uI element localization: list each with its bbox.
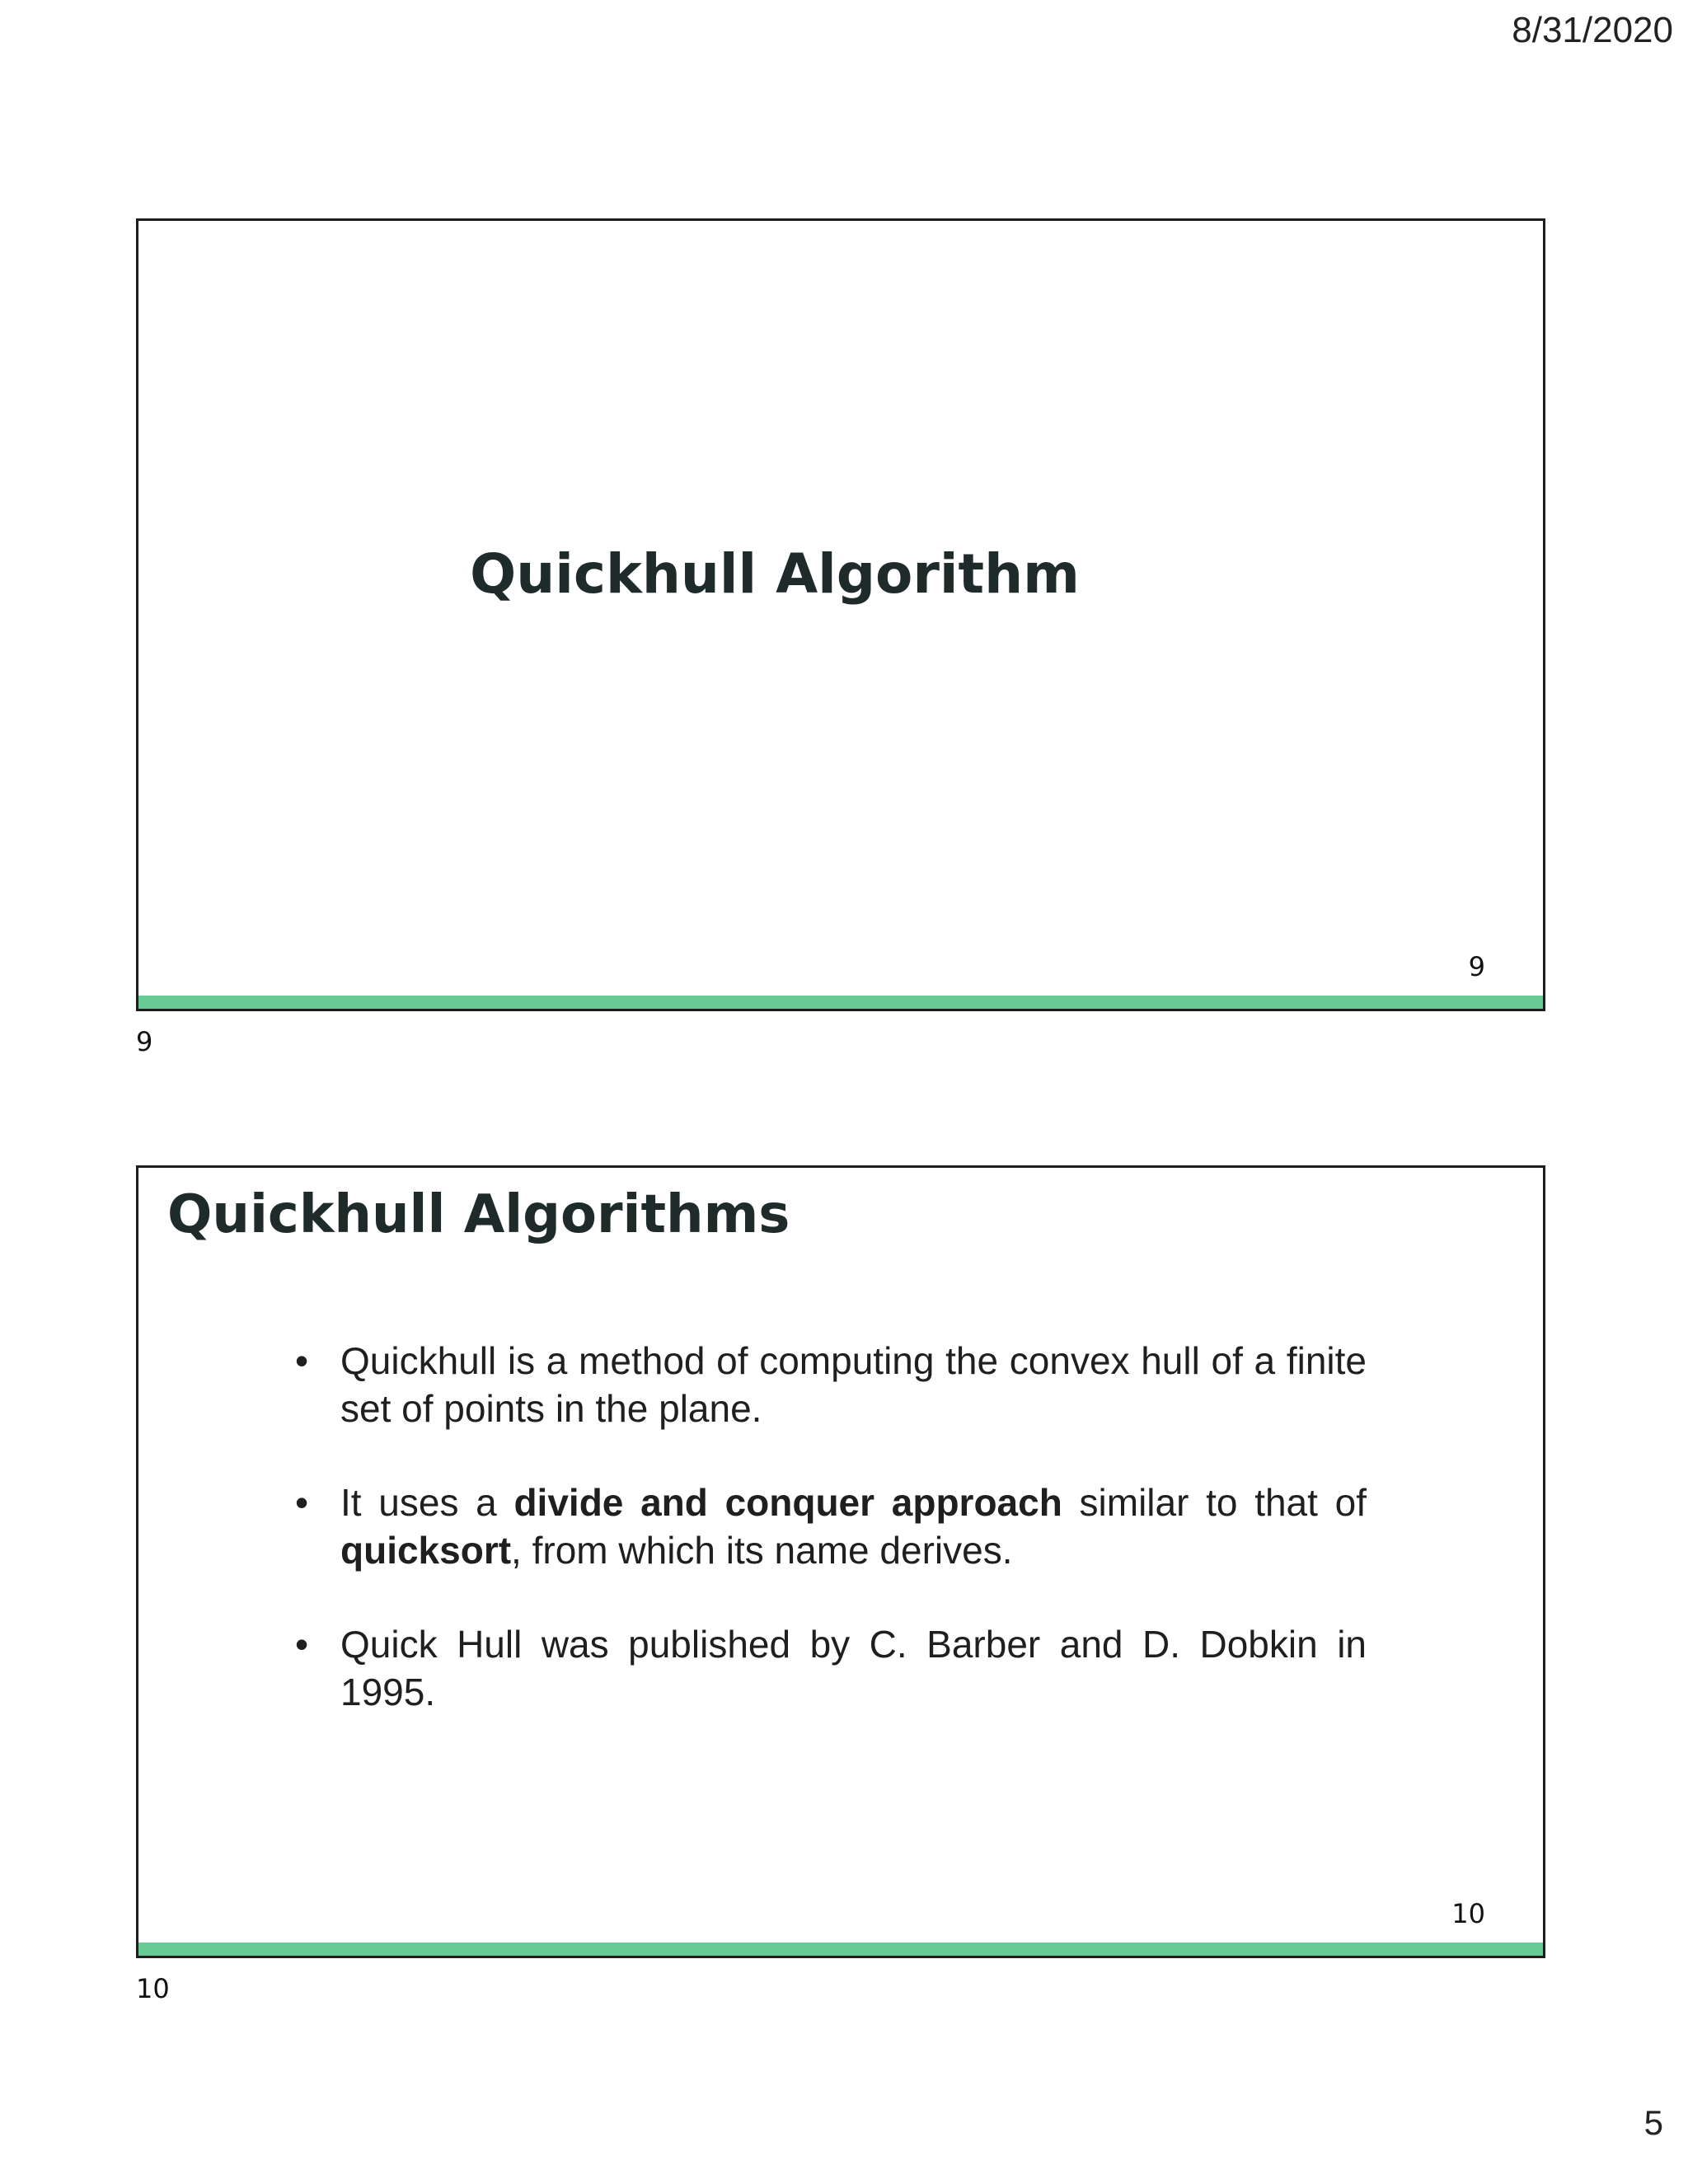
bullet-list	[295, 1337, 1367, 1762]
accent-band	[138, 996, 1543, 1009]
slide-number: 9	[1468, 951, 1485, 982]
slide-title: Quickhull Algorithms	[167, 1184, 790, 1245]
bullet-bold-text: divide and conquer approach	[513, 1481, 1062, 1524]
bullet-text: , from which its name derives.	[511, 1529, 1013, 1572]
slide-9	[136, 218, 1545, 1011]
bullet-text: Quickhull is a method of computing the convex hull of a finite set of points in the plane.	[340, 1339, 1367, 1430]
bullet-text: similar to that of	[1062, 1481, 1367, 1524]
bullet-item	[295, 1620, 1367, 1716]
header-date: 8/31/2020	[1512, 10, 1673, 50]
bullet-text: It uses a	[340, 1481, 514, 1524]
slide-caption-number: 9	[136, 1026, 153, 1057]
bullet-text: Quick Hull was published by C. Barber and D. Dobkin in 1995.	[340, 1623, 1367, 1713]
bullet-item	[295, 1337, 1367, 1432]
bullet-bold-text: quicksort	[340, 1529, 512, 1572]
slide-10	[136, 1165, 1545, 1958]
slide-number: 10	[1451, 1898, 1485, 1929]
bullet-item	[295, 1479, 1367, 1574]
slide-title: Quickhull Algorithm	[470, 542, 1080, 606]
accent-band	[138, 1943, 1543, 1956]
slide-caption-number: 10	[136, 1973, 170, 2004]
page-number: 5	[1643, 2103, 1663, 2142]
